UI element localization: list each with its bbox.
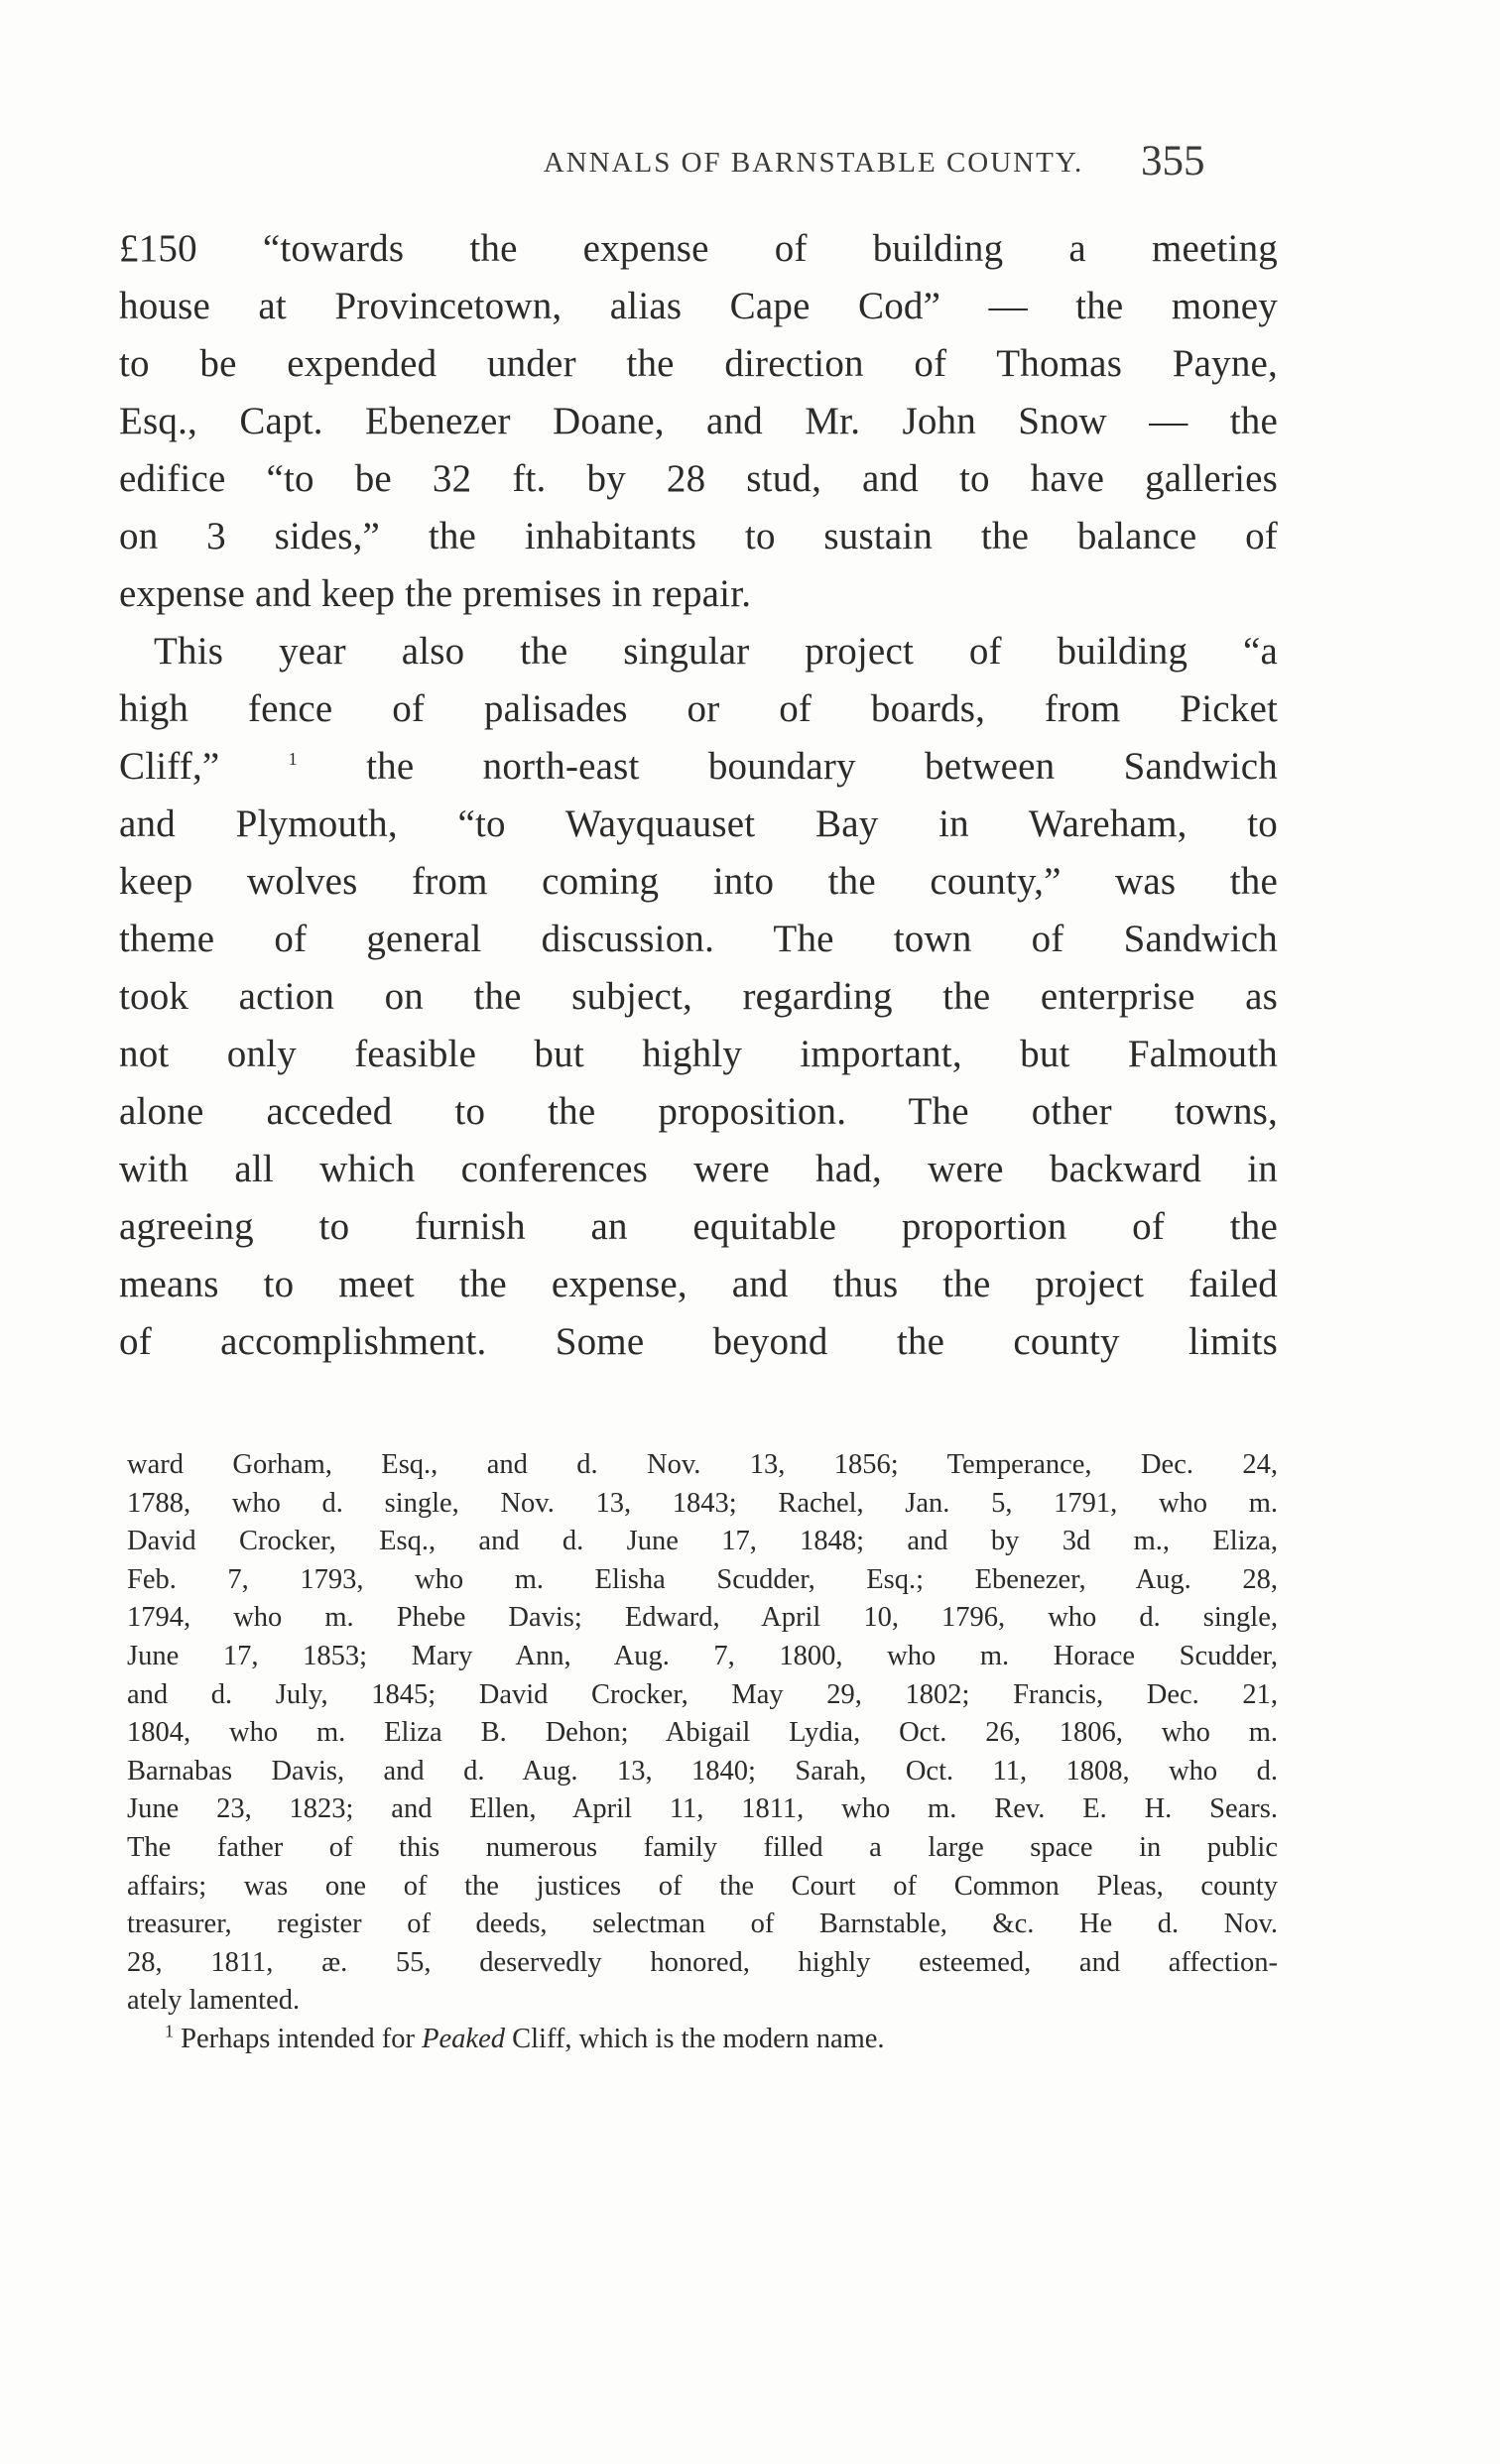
body-line: house at Provincetown, alias Cape Cod” — the money — [119, 285, 1278, 327]
body-line: of accomplishment. Some beyond the county limits — [119, 1320, 1278, 1363]
footnote-line: affairs; was one of the justices of the Court of Common Pleas, county — [127, 1870, 1278, 1902]
footnote-text-end: Cliff, which is the modern name. — [504, 2023, 885, 2054]
body-line: and Plymouth, “to Wayquauset Bay in Wareham, to — [119, 802, 1278, 845]
footnote-line: and d. July, 1845; David Crocker, May 29, 1802; Francis, Dec. 21, — [127, 1678, 1278, 1710]
footnote-reference-1: 1 — [288, 749, 298, 769]
footnote-marker: 1 — [165, 2021, 174, 2041]
footnote-line: The father of this numerous family filled a large space in public — [127, 1831, 1278, 1863]
body-line: expense and keep the premises in repair. — [119, 572, 752, 615]
body-line: not only feasible but highly important, but Falmouth — [119, 1033, 1278, 1075]
footnote-line: 28, 1811, æ. 55, deservedly honored, highly esteemed, and affection- — [127, 1946, 1278, 1978]
body-line: keep wolves from coming into the county,” was the — [119, 860, 1278, 903]
body-line: edifice “to be 32 ft. by 28 stud, and to have galleries — [119, 457, 1278, 500]
footnote-text: Perhaps intended for — [181, 2023, 423, 2054]
body-line: £150 “towards the expense of building a meeting — [119, 227, 1278, 270]
footnote-line: ward Gorham, Esq., and d. Nov. 13, 1856; Temperance, Dec. 24, — [127, 1449, 1278, 1480]
body-line: This year also the singular project of building “a — [154, 630, 1278, 673]
body-line: took action on the subject, regarding the enterprise as — [119, 975, 1278, 1018]
footnote-line: treasurer, register of deeds, selectman of Barnstable, &c. He d. Nov. — [127, 1909, 1278, 1940]
running-title: ANNALS OF BARNSTABLE COUNTY. — [543, 147, 1084, 179]
body-line: to be expended under the direction of Thomas Payne, — [119, 342, 1278, 385]
footnote-line: Barnabas Davis, and d. Aug. 13, 1840; Sarah, Oct. 11, 1808, who d. — [127, 1755, 1278, 1786]
footnote-1 — [127, 2021, 1278, 2059]
footnote-line: June 23, 1823; and Ellen, April 11, 1811, who m. Rev. E. H. Sears. — [127, 1793, 1278, 1825]
footnote-line: 1804, who m. Eliza B. Dehon; Abigail Lydia, Oct. 26, 1806, who m. — [127, 1717, 1278, 1749]
page-number: 355 — [1141, 138, 1205, 185]
body-line: means to meet the expense, and thus the project failed — [119, 1263, 1278, 1305]
footnote-line: Feb. 7, 1793, who m. Elisha Scudder, Esq.; Ebenezer, Aug. 28, — [127, 1563, 1278, 1595]
body-line: alone acceded to the proposition. The other towns, — [119, 1090, 1278, 1133]
body-line: on 3 sides,” the inhabitants to sustain the balance of — [119, 515, 1278, 557]
footnote-line: David Crocker, Esq., and d. June 17, 1848; and by 3d m., Eliza, — [127, 1526, 1278, 1557]
body-line-end: the north-east boundary between Sandwich — [297, 745, 1278, 788]
body-line: Esq., Capt. Ebenezer Doane, and Mr. John Snow — the — [119, 400, 1278, 442]
body-line: theme of general discussion. The town of Sandwich — [119, 918, 1278, 960]
body-line: with all which conferences were had, were backward in — [119, 1148, 1278, 1190]
footnote-line: 1794, who m. Phebe Davis; Edward, April 10, 1796, who d. single, — [127, 1602, 1278, 1634]
footnote-line: 1788, who d. single, Nov. 13, 1843; Rachel, Jan. 5, 1791, who m. — [127, 1487, 1278, 1519]
body-line-with-note-ref — [119, 738, 1278, 796]
body-line-start: Cliff,” — [119, 745, 289, 788]
footnote-line: June 17, 1853; Mary Ann, Aug. 7, 1800, who m. Horace Scudder, — [127, 1640, 1278, 1671]
body-line: agreeing to furnish an equitable proportion of the — [119, 1205, 1278, 1248]
body-line: high fence of palisades or of boards, from Picket — [119, 687, 1278, 730]
footnote-line: ately lamented. — [127, 1985, 301, 2017]
footnote-emphasis: Peaked — [422, 2023, 505, 2054]
footnotes — [127, 1446, 1278, 2059]
body-text — [119, 220, 1278, 1371]
